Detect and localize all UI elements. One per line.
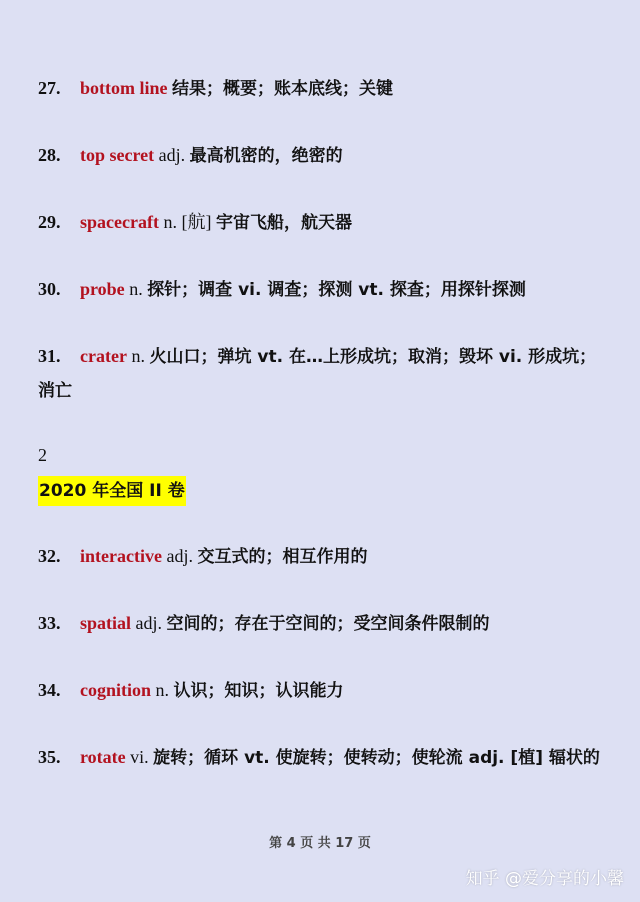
headword: interactive: [80, 546, 162, 566]
entry-34: [38, 674, 604, 708]
part-of-speech: adj.: [166, 546, 193, 566]
headword: spatial: [80, 613, 132, 633]
headword: bottom line: [80, 78, 168, 98]
part-of-speech: vi.: [130, 747, 149, 767]
entry-number: 33.: [38, 613, 61, 633]
entry-number: 32.: [38, 546, 61, 566]
entry-30: [38, 273, 604, 307]
entry-28: [38, 139, 604, 173]
definition: 空间的；存在于空间的；受空间条件限制的: [166, 614, 490, 634]
definition: 最高机密的，绝密的: [189, 146, 343, 166]
definition: 认识；知识；认识能力: [173, 681, 344, 701]
entry-number: 30.: [38, 279, 61, 299]
entry-32: [38, 540, 604, 574]
part-of-speech: n. [航]: [163, 212, 212, 232]
entry-number: 34.: [38, 680, 61, 700]
section-title: 2020 年全国 II 卷: [38, 476, 186, 506]
entry-number: 29.: [38, 212, 61, 232]
entry-33: [38, 607, 604, 641]
definition: 探针；调查 vi. 调查；探测 vt. 探查；用探针探测: [147, 280, 526, 300]
headword: crater: [80, 346, 127, 366]
entry-35: [38, 741, 604, 775]
definition: 结果；概要；账本底线；关键: [172, 79, 393, 99]
part-of-speech: n.: [129, 279, 143, 299]
part-of-speech: n.: [155, 680, 170, 700]
headword: spacecraft: [80, 212, 159, 232]
page-marker: 2: [38, 445, 47, 465]
entry-27: [38, 72, 604, 106]
entry-number: 28.: [38, 145, 61, 165]
entry-number: 35.: [38, 747, 61, 767]
headword: top secret: [80, 145, 155, 165]
page-footer: 第 4 页 共 17 页: [269, 836, 371, 851]
definition: 火山口；弹坑 vt. 在…上形成坑；取消；毁坏 vi. 形成坑；消亡: [38, 347, 597, 401]
watermark: 知乎 @爱分享的小馨: [465, 869, 624, 889]
definition: 旋转；循环 vt. 使旋转；使转动；使轮流 adj. [植] 辐状的: [153, 748, 600, 768]
entry-number: 31.: [38, 346, 61, 366]
entry-number: 27.: [38, 78, 61, 98]
definition: 交互式的；相互作用的: [197, 547, 368, 567]
part-of-speech: n.: [131, 346, 145, 366]
entry-31: [38, 340, 604, 408]
headword: rotate: [80, 747, 126, 767]
part-of-speech: adj.: [135, 613, 163, 633]
definition: 宇宙飞船，航天器: [215, 213, 352, 233]
entry-29: [38, 206, 604, 240]
headword: probe: [80, 279, 125, 299]
headword: cognition: [80, 680, 152, 700]
part-of-speech: adj.: [158, 145, 186, 165]
